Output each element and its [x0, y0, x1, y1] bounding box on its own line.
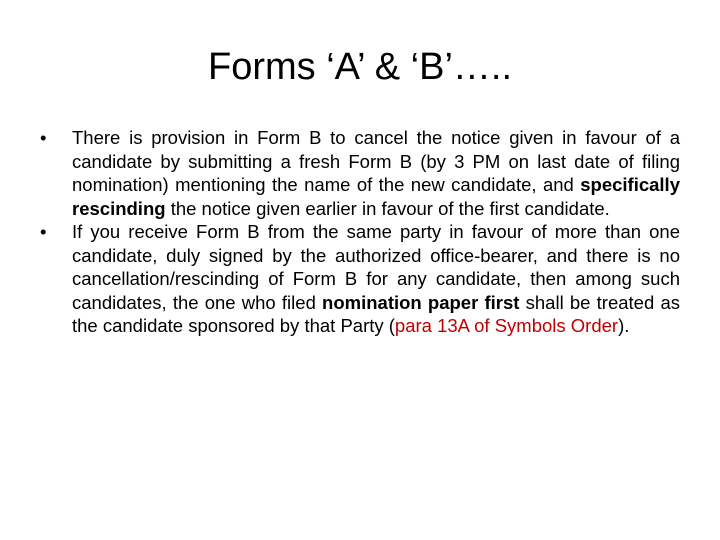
- bold-text: specifically rescinding: [72, 174, 680, 219]
- bullet-item-form-b-cancel: [40, 126, 680, 220]
- bullet-icon: •: [40, 221, 47, 242]
- bullet-list: [40, 126, 680, 338]
- bold-text: nomination paper first: [322, 291, 520, 313]
- bullet-text: There is provision in Form B to cancel the notice given in favour of a candidate by submitting a fresh Form B (by 3 PM on last date of filing nomination) mentioning the name of the new candidate, and: [72, 127, 680, 195]
- bullet-icon: •: [40, 127, 47, 148]
- bullet-item-multiple-form-b: [40, 220, 680, 338]
- bullet-text: the notice given earlier in favour of the first candidate.: [165, 197, 610, 219]
- bullet-text: If you receive Form B from the same party in favour of more than one candidate, duly signed by the authorized office-bearer, and there is no cancellation/rescinding of Form B for any candidate, then among such candidates, the one who filed: [72, 221, 680, 313]
- bullet-text: shall be treated as the candidate sponsored by that Party (: [72, 291, 680, 336]
- slide-title: Forms ‘A’ & ‘B’…..: [207, 46, 513, 88]
- bullet-text: ).: [618, 315, 630, 336]
- reference-text: para 13A of Symbols Order: [394, 315, 619, 336]
